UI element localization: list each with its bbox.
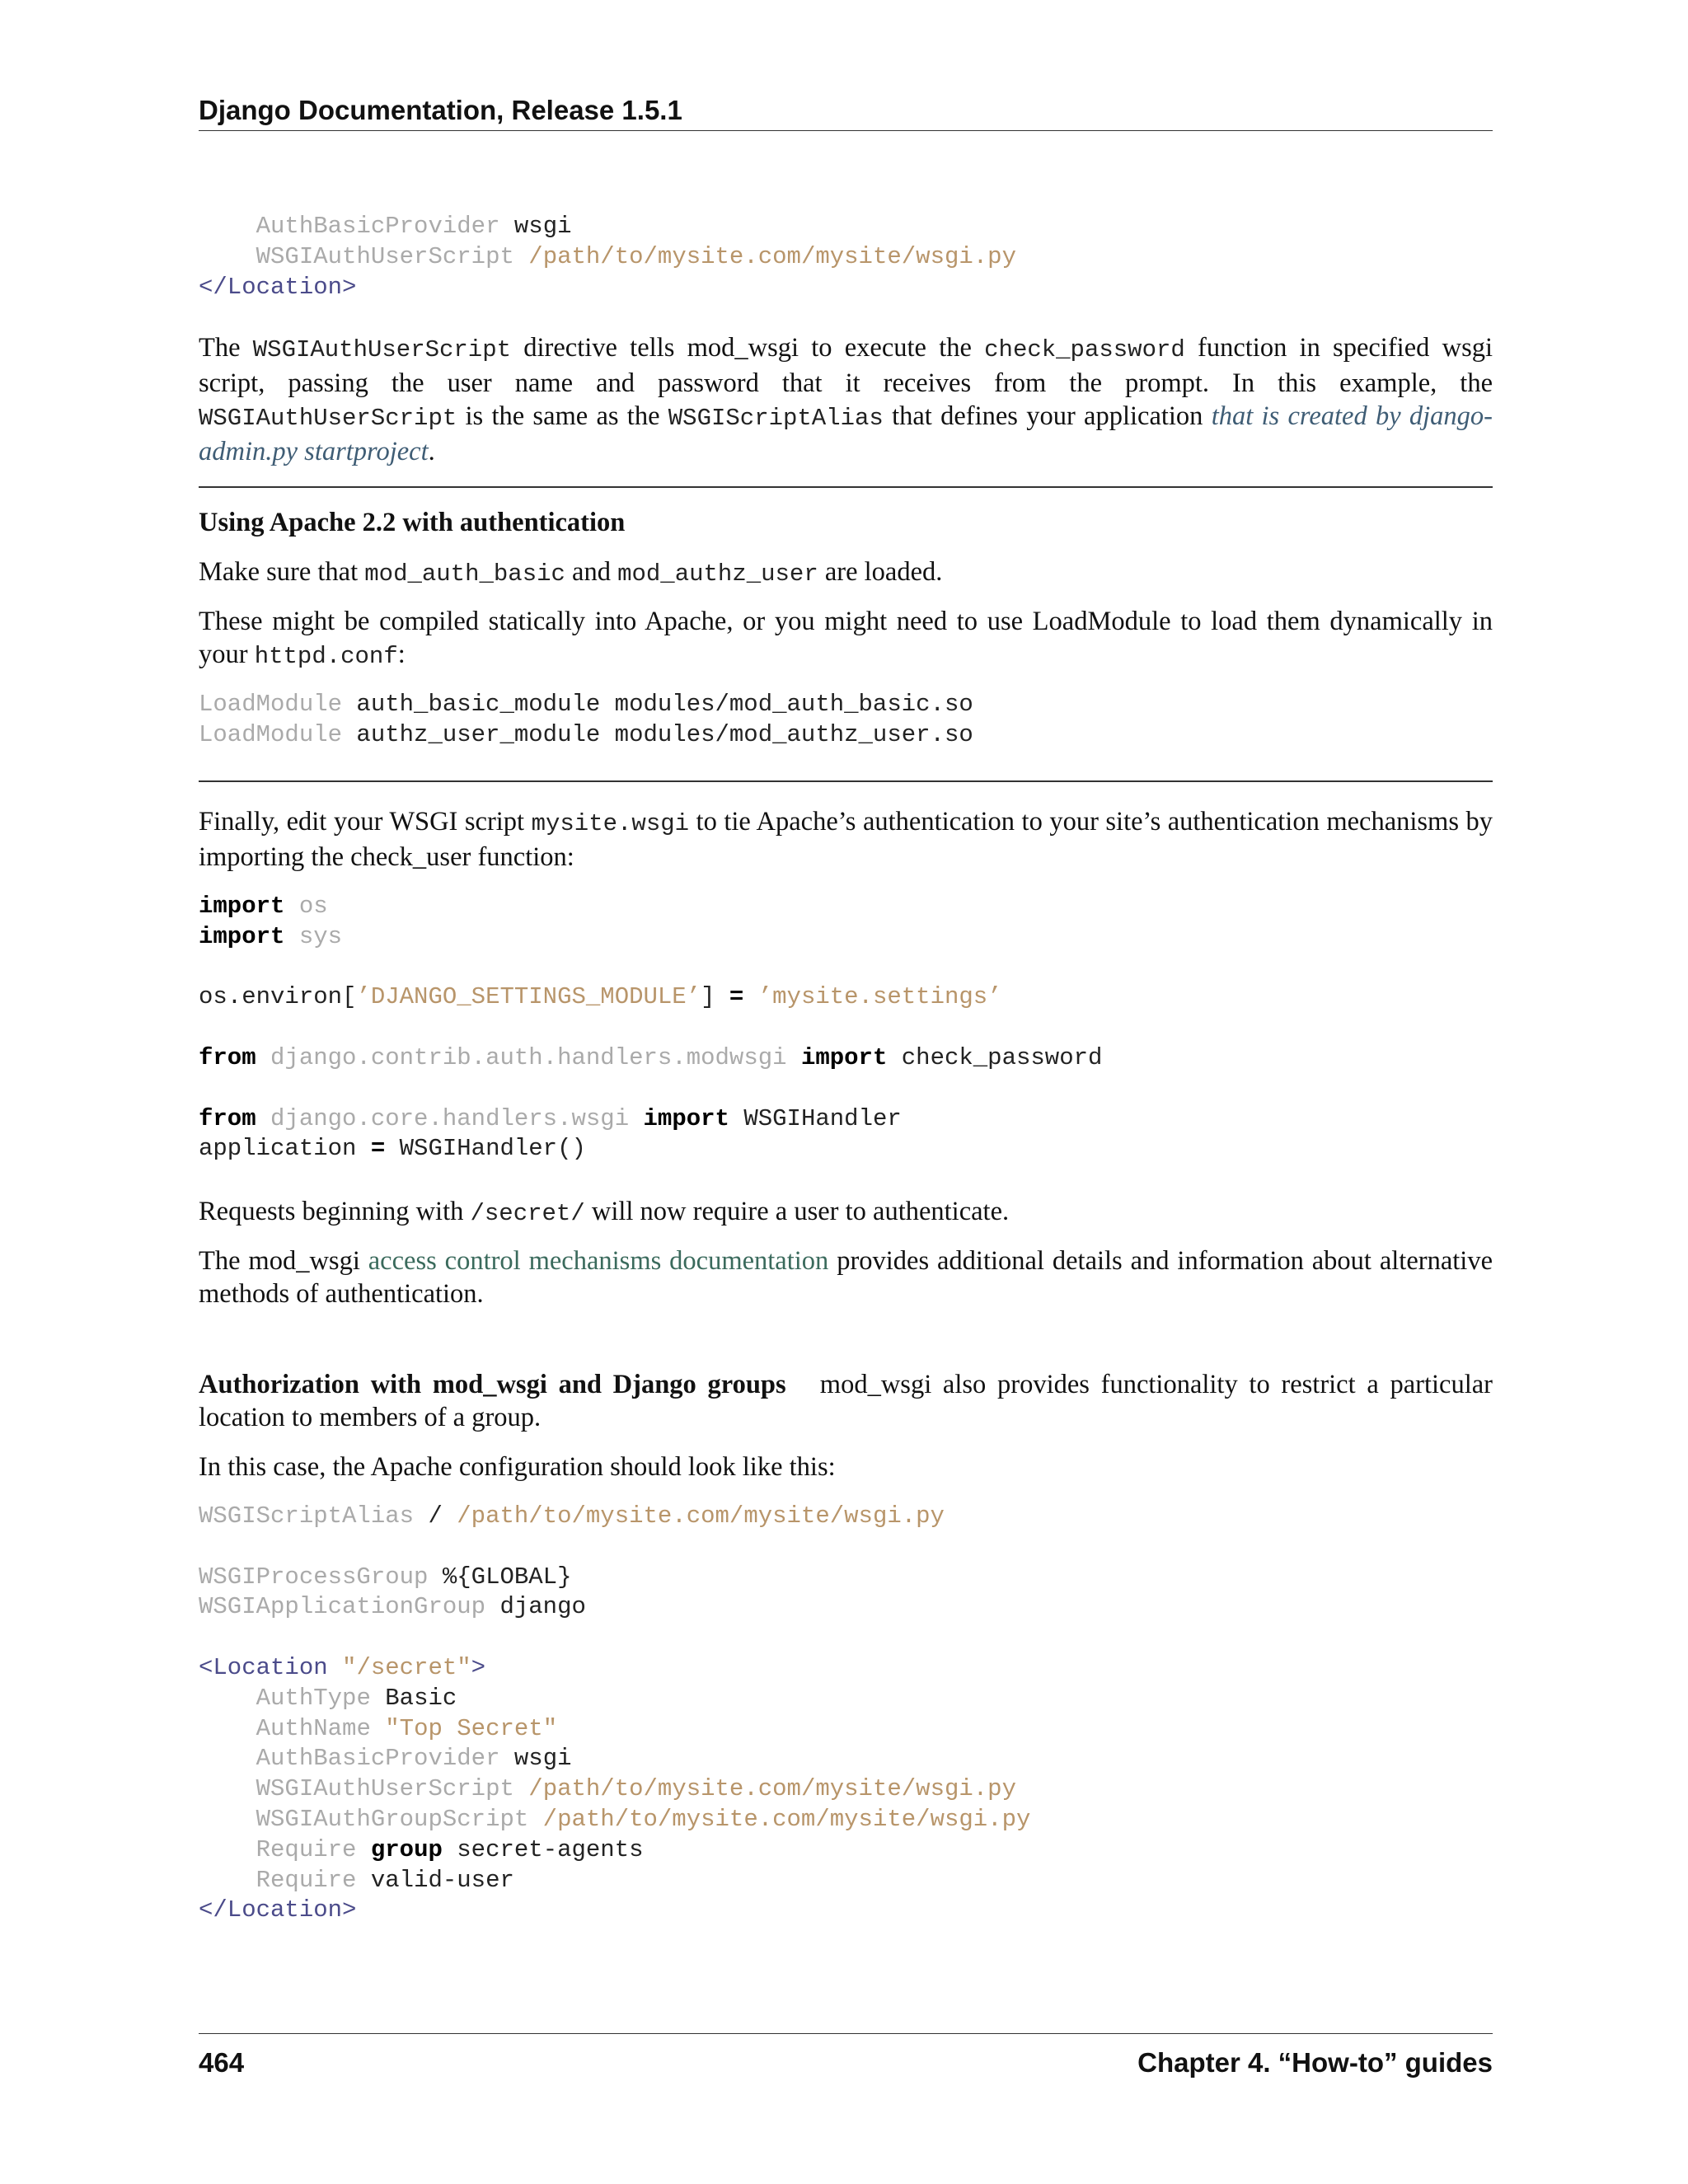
paragraph-access-control: The mod_wsgi access control mechanisms documentation provides additional details and information about alternative methods of authentication. [199, 1246, 1493, 1309]
paragraph-auth-user-script: The WSGIAuthUserScript directive tells mod_wsgi to execute the check_password function in specified wsgi script, passing the user name and password that it receives from the prompt. In this example, the WSGIAuthUserScript is the same as the WSGIScriptAlias that defines your application that is created by django-admin.py startproject. [199, 333, 1493, 466]
code-token: AuthBasicProvider [256, 213, 500, 240]
paragraph-secret-requests: Requests beginning with /secret/ will now require a user to authenticate. [199, 1197, 1010, 1227]
note-paragraph-modules: Make sure that mod_auth_basic and mod_authz_user are loaded. [199, 557, 943, 588]
code-token: wsgi [499, 213, 572, 240]
note-top-rule [199, 486, 1493, 488]
code-token: </Location> [199, 273, 357, 301]
chapter-title: Chapter 4. “How-to” guides [1137, 2047, 1493, 2078]
section-title: Authorization with mod_wsgi and Django groups [199, 1370, 786, 1399]
note-bottom-rule [199, 780, 1493, 782]
paragraph-apache-config: In this case, the Apache configuration should look like this: [199, 1452, 836, 1482]
paragraph-authorization-groups: Authorization with mod_wsgi and Django groups mod_wsgi also provides functionality to restrict a particular location to members of a group. [199, 1370, 1493, 1432]
code-block-loadmodule: LoadModule auth_basic_module modules/mod_auth_basic.so LoadModule authz_user_module modules/mod_authz_user.so [199, 691, 973, 748]
code-block-apache-groups: WSGIScriptAlias / /path/to/mysite.com/mysite/wsgi.py WSGIProcessGroup %{GLOBAL} WSGIApplicationGroup django <Location "/secret"> AuthType Basic AuthName "Top Secret" AuthBasicProvider wsgi WSGIAuthUserScript /path/to/mysite.com/mysite/wsgi.py WSGIAuthGroupScript /path/to/mysite.com/mysite/wsgi.py Require group secret-agents Require valid-user </Location> [199, 1502, 1031, 1924]
note-paragraph-loadmodule: These might be compiled statically into Apache, or you might need to use LoadModule to load them dynamically in your httpd.conf: [199, 607, 1493, 670]
startproject-link[interactable]: that is created by django-admin.py startproject [199, 401, 1493, 466]
code-token: /path/to/mysite.com/mysite/wsgi.py [513, 242, 1016, 270]
code-block-python-wsgi: import os import sys os.environ[’DJANGO_SETTINGS_MODULE’] = ’mysite.settings’ from django.contrib.auth.handlers.modwsgi import check_password from django.core.handlers.wsgi import WSGIHandler application = WSGIHandler() [199, 893, 1103, 1163]
footer-rule [199, 2033, 1493, 2034]
code-block-auth-continued [199, 212, 1016, 302]
page-number: 464 [199, 2047, 245, 2078]
header-rule [199, 130, 1493, 131]
note-title: Using Apache 2.2 with authentication [199, 508, 626, 537]
paragraph-edit-wsgi-script: Finally, edit your WSGI script mysite.wsgi to tie Apache’s authentication to your site’s authentication mechanisms by importing the check_user function: [199, 807, 1493, 872]
code-token: WSGIAuthUserScript [256, 242, 514, 270]
access-control-docs-link[interactable]: access control mechanisms documentation [368, 1246, 829, 1276]
page-header-title: Django Documentation, Release 1.5.1 [199, 95, 682, 125]
